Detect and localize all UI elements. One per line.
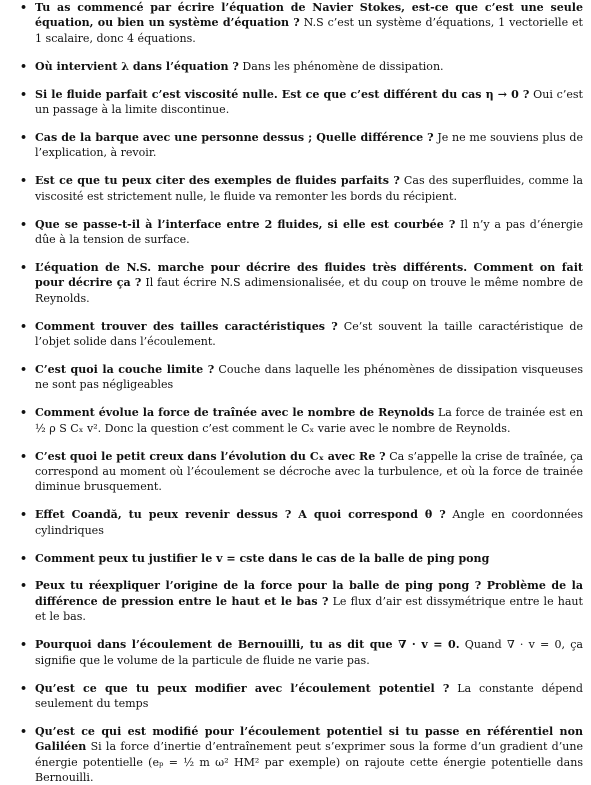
list-item — [20, 59, 583, 74]
bullet-icon: • — [20, 319, 28, 333]
question-text: C’est quoi la couche limite ? — [35, 362, 215, 376]
answer-text: Oui c’est un passage à la limite discontinue. — [35, 87, 583, 117]
question-text: Que se passe-t-il à l’interface entre 2 fluides, si elle est courbée ? — [35, 217, 456, 231]
bullet-icon: • — [20, 174, 28, 188]
question-text: Effet Coandă, tu peux revenir dessus ? A quoi correspond θ ? — [35, 508, 446, 522]
list-item — [20, 87, 583, 118]
list-item — [20, 681, 583, 712]
bullet-icon: • — [20, 1, 28, 14]
answer-text: N.S c’est un système d’équations, 1 vectorielle et 1 scalaire, donc 4 équations. — [35, 16, 583, 45]
question-text: Qu’est ce que tu peux modifier avec l’écoulement potentiel ? — [35, 681, 450, 695]
bullet-icon: • — [20, 217, 28, 231]
answer-text: Dans les phénomène de dissipation. — [242, 59, 444, 73]
question-text: Peux tu réexpliquer l’origine de la force pour la balle de ping pong ? Problème de la différence de pression entre le haut et le bas ? — [35, 579, 583, 608]
bullet-icon: • — [20, 130, 28, 144]
list-item — [20, 507, 583, 538]
bullet-icon: • — [20, 260, 28, 274]
answer-text: Ca s’appelle la crise de traînée, ça correspond au moment où l’écoulement se décroche avec la turbulence, et où la force de trainée diminue brusquement. — [35, 449, 583, 494]
answer-text: La constante dépend seulement du temps — [35, 681, 583, 710]
list-item — [20, 578, 583, 624]
bullet-icon: • — [20, 87, 28, 101]
list-item — [20, 362, 583, 393]
bullet-icon: • — [20, 362, 28, 376]
bullet-icon: • — [20, 449, 28, 463]
answer-text: Quand ∇ · v = 0, ça signifie que le volume de la particule de fluide ne varie pas. — [35, 638, 583, 667]
question-text: L’équation de N.S. marche pour décrire des fluides très différents. Comment on fait pour décrire ça ? — [35, 260, 583, 290]
answer-text: Il n’y a pas d’énergie dûe à la tension de surface. — [35, 217, 583, 246]
bullet-icon: • — [20, 681, 28, 695]
list-item — [20, 130, 583, 161]
question-text: Comment évolue la force de traînée avec le nombre de Reynolds — [35, 406, 435, 420]
question-text: Comment peux tu justifier le v = cste dans le cas de la balle de ping pong — [35, 551, 490, 565]
list-item — [20, 319, 583, 350]
bullet-icon: • — [20, 551, 28, 565]
question-text: C’est quoi le petit creux dans l’évolution du Cₓ avec Re ? — [35, 449, 386, 463]
answer-text: Si la force d’inertie d’entraînement peut s’exprimer sous la forme d’un gradient d’une énergie potentielle (eₚ = ½ m ω² HM² par exemple) on rajoute cette énergie potentielle dans Bernouilli. — [35, 740, 584, 785]
answer-text: Il faut écrire N.S adimensionalisée, et du coup on trouve le même nombre de Reynolds. — [35, 276, 583, 305]
bullet-icon: • — [20, 508, 28, 522]
question-text: Cas de la barque avec une personne dessus ; Quelle différence ? — [35, 130, 434, 144]
bullet-icon: • — [20, 638, 28, 652]
question-text: Comment trouver des tailles caractéristiques ? — [35, 319, 338, 333]
bullet-icon: • — [20, 406, 28, 420]
bullet-icon: • — [20, 59, 28, 73]
list-item — [20, 260, 583, 306]
answer-text: Ce’st souvent la taille caractéristique de l’objet solide dans l’écoulement. — [35, 319, 583, 348]
list-item — [20, 173, 583, 204]
question-text: Tu as commencé par écrire l’équation de Navier Stokes, est-ce que c’est une seule équation, ou bien un système d’équation ? — [35, 1, 583, 30]
bullet-icon: • — [20, 724, 28, 738]
answer-text: Cas des superfluides, comme la viscosité est strictement nulle, le fluide va remonter les bords du récipient. — [35, 174, 583, 203]
question-answer-list — [20, 0, 583, 785]
answer-text: Angle en coordonnées cylindriques — [35, 508, 584, 537]
list-item — [20, 551, 583, 566]
question-text: Qu’est ce qui est modifié pour l’écoulement potentiel si tu passe en référentiel non Galiléen — [35, 724, 583, 754]
answer-text: Couche dans laquelle les phénomènes de dissipation visqueuses ne sont pas négligeables — [35, 362, 583, 392]
list-item — [20, 637, 583, 668]
bullet-icon: • — [20, 579, 28, 593]
answer-text: Je ne me souviens plus de l’explication, à revoir. — [35, 130, 584, 160]
question-text: Si le fluide parfait c’est viscosité nulle. Est ce que c’est différent du cas η → 0 ? — [35, 87, 530, 101]
list-item — [20, 0, 583, 46]
question-text: Est ce que tu peux citer des exemples de fluides parfaits ? — [35, 174, 400, 188]
question-text: Où intervient λ dans l’équation ? — [35, 59, 239, 73]
list-item — [20, 724, 583, 785]
answer-text: Le flux d’air est dissymétrique entre le haut et le bas. — [35, 594, 583, 624]
answer-text: La force de trainée est en ½ ρ S Cₓ v². Donc la question c’est comment le Cₓ varie avec le nombre de Reynolds. — [35, 406, 583, 435]
list-item — [20, 449, 583, 495]
list-item — [20, 405, 583, 436]
list-item — [20, 217, 583, 248]
question-text: Pourquoi dans l’écoulement de Bernouilli, tu as dit que ∇ · v = 0. — [35, 638, 460, 652]
